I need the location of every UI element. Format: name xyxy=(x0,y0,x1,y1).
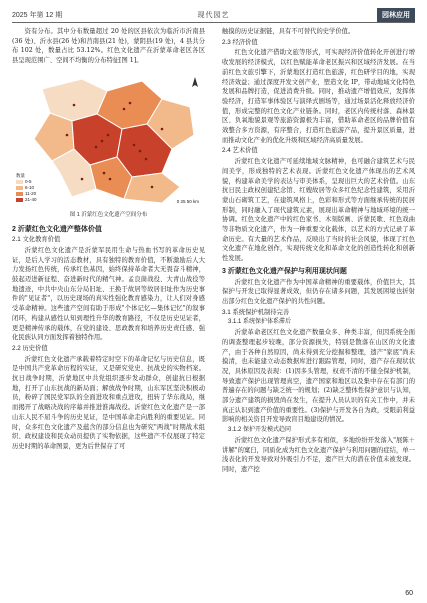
body-paragraph: 沂蒙红色文化遗产保护形式多有相似，多地纷纷开发落入"展陈＋讲解"的窠臼，同质化成为红色文化遗产保护与利用问题的症结，单一浅表化的开发导致对外吸引力不足，遗产巨大的潜在价值未被发现。同时，遗产挖 xyxy=(222,436,415,473)
section-heading: 3 沂蒙红色文化遗产保护与利用现状问题 xyxy=(222,267,347,275)
figure-caption: 图 1 沂蒙红色文化遗产空间分布 xyxy=(69,211,148,218)
subsection-heading: 2.4 艺术价值 xyxy=(222,147,258,155)
page-number: 60 xyxy=(405,590,413,597)
journal-title: 现代园艺 xyxy=(197,12,230,19)
legend-item: 0-5 xyxy=(16,179,37,185)
subsection-heading: 2.3 经济价值 xyxy=(222,38,258,46)
body-paragraph: 沂蒙红色文化遗产可延续地域文脉精神，也可融合建筑艺术与民间美学，形成独特的艺术表现。沂蒙红色文化遗产体现出的艺术风貌，构建革命美学的表达与审美体系，呈现出巨大的艺术价值。山东抗日民主政权创建纪念馆、红嫂故居等众多红色纪念性建筑，采用沂蒙山石砌筑工艺，在建筑风格上，色彩和形式等方面继承传统的民居形制，同时融入了现代建筑元素，展现出革命精神与地域环境的统一协调。红色文化遗产中的红色家书、木刻版画、沂蒙民歌、红色戏曲等非物质文化遗产，作为一种重要文化载体，以艺术的方式记录了革命历史。有大量的艺术作品，反映出了当时的社会风貌，体现了红色文化遗产在地化创作，实现传统文化和革命文化的创造性转化和创新性发展。 xyxy=(222,158,415,263)
body-paragraph: 红色文化遗产借助文旅等形式，可实现经济价值转化开创进行增收发展的经济模式，以红色赋能革命老区振兴和区域经济发展。在当前红色文旅引擎下，沂蒙地区打造红色旅游，红色研学目的地，实现经济效益；通过深度开发文创产业，塑造文化 IP，带动地域文化特色发展和品牌打造，促进消费升级。同时，推动遗产增值效应，发挥体验经济，打造军事体验区与演绎式剧场等，通过场景活化释放经济价值，形成完整的红色文化产业链条。同时，老区内传统村落、森林景区、负氧地貌景观等旅游资源极为丰富，借助革命老区的品牌价值有效整合多方资源，有序整合，打造红色旅游产品，提升景区质量，进而推动文化产业的优化升级和区域经济高质量发展。 xyxy=(222,49,415,144)
subsection-heading: 3.1 系统保护机制待完善 xyxy=(222,308,290,316)
page-header xyxy=(12,8,415,22)
body-paragraph: 触摸的历史证据链，具有不可替代的史学价值。 xyxy=(222,28,355,35)
sub-subsection-heading: 3.1.2 保护开发模式趋同 xyxy=(228,427,292,434)
intro-paragraph: 资有分布。其中分布数量超过 20 处的区县依次为临沂市沂南县(36 处)、沂水县(26 处)和莒南县(21 处)，蒙阴县(19 处)，4 县共分布 102 处，数量占比 53.12%。红色文化遗产在沂蒙革命老区各区县呈现范围广、空间不均衡的分布特征[图 1]。 xyxy=(12,28,205,65)
section-badge: 园林应用 xyxy=(377,8,415,22)
body-paragraph: 沂蒙红色文化遗产是沂蒙军民用生命与热血书写的革命历史见证，是后人学习的活态教材，具有独特的教育价值，不断激励后人大力发扬红色传统，传承红色基因，始终保持革命者大无畏奋斗精神，鼓起迈进新征程、奋进新时代的精气神。孟良崮战役、大青山战役等地遗迹，中共中央山东分局旧址、王换于故居等故居旧址作为历史事件的"见证者"，以历史现场的真实性强化教育感染力，让人们对身感受革命精神。这些遗产空间有助于形成"个体记忆—集体记忆"的叙事闭环，构建从感性认知到理性升华的教育路径，不仅是历史见证者，更是精神传承的载体，在党的建设、思政教育和培养历史责任感、强化民族认同方面发挥着独特作用。 xyxy=(12,246,205,342)
left-column xyxy=(12,27,205,452)
subsection-heading: 2.2 历史价值 xyxy=(12,344,48,352)
section-heading: 2 沂蒙红色文化遗产整体价值 xyxy=(12,225,102,233)
legend-item: 6-10 xyxy=(16,185,37,191)
body-paragraph: 沂蒙革命老区红色文化遗产数量众多、种类丰富，但因系统全面的调查整理起步较晚，部分资源损失，特别是散落在山区的文化遗产，由于各种自然原因，尚未得到充分挖掘和整理，遗产"家底"尚未摸清，也未能建立动态数据库进行跟踪管理，同时，遗产存在现状状况，具体原因及表现：(1)因多头管理，权责不清的不健全保护机制，导致遗产保护出现管理真空，遗产国家和地区以及集中存在有部门的普遍存在的问题与缺乏统一的规划；(2)缺乏整体性保护意识与认知，部分遗产建筑的损毁尚在发生，在提升人员认识的有关工作中，并未真正认识到遗产价值的重要性。(3)保护与开发各自为政，受眼前利益影响的相关资目开发导致盲目地建设的情况。 xyxy=(222,329,415,424)
distribution-map xyxy=(12,69,205,209)
legend-title: 数量 xyxy=(16,172,25,178)
header-divider xyxy=(12,22,415,23)
body-paragraph: 沂蒙红色文化遗产作为中国革命精神的重要载体，价值巨大，其保护与开发已取得显著成效，但仍存在诸多问题，其发展困境也折射出部分红色文化遗产保护的共性问题。 xyxy=(222,278,415,305)
map-graphic xyxy=(12,69,205,209)
map-scale-bar: 0 25 50 km xyxy=(176,199,199,205)
map-legend xyxy=(16,173,37,203)
right-column xyxy=(222,27,415,475)
body-paragraph: 沂蒙红色文化遗产承载着特定时空下的革命记忆与历史信息，既是中国共产党革命历程的实证，又是研究党史、抗战史的实物档案。抗日战争时期，沂蒙地区中共党组织逐步发动群众，创建抗日根据地，打开了山东抗战的新局面；解放战争时期，山东军区坚决积极动员，粉碎了国民党军队的全面进攻和重点进攻，扭转了华东战局，继而揭开了战略决战的序幕并推进淮海战役。沂蒙红色文化遗产是一部山东人民不屈斗争的历史见证，是中国革命走向胜利的重要见证。同时，众多红色文化遗产及蕴含的部分信息也为研究"两战"时期战术组织、政权建设和民众动员提供了实物依据，这些遗产不仅展现了特定历史时期的革命图景，更为后世保存了可 xyxy=(12,355,205,450)
issue-label: 2025 年第 12 期 xyxy=(12,12,63,19)
sub-subsection-heading: 3.1.1 系统保护体系滞后 xyxy=(228,319,292,326)
subsection-heading: 2.1 文化教育价值 xyxy=(12,236,61,244)
legend-item: 11-20 xyxy=(16,191,37,197)
legend-item: 21-40 xyxy=(16,197,37,203)
